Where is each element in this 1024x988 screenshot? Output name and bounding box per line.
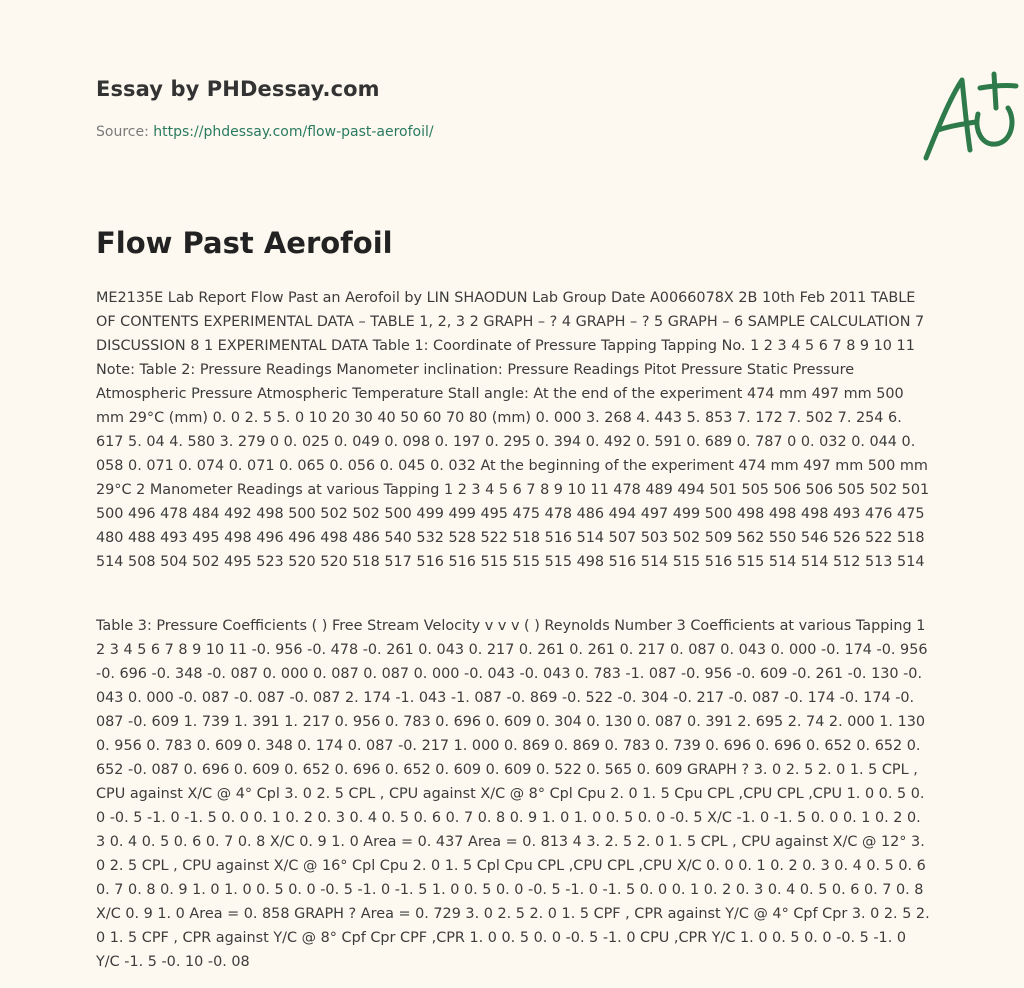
source-line	[96, 124, 434, 140]
site-brand: Essay by PHDessay.com	[96, 77, 380, 101]
article-paragraph-2: Table 3: Pressure Coefficients ( ) Free Stream Velocity v v v ( ) Reynolds Number 3 Coefficients at various Tapping 1 2 3 4 5 6 7 8 9 10 11 -0. 956 -0. 478 -0. 261 0. 043 0. 217 0. 261 0. 261 0. 217 0. 087 0. 043 0. 000 -0. 174 -0. 956 -0. 696 -0. 348 -0. 087 0. 000 0. 087 0. 087 0. 000 -0. 043 -0. 043 0. 783 -1. 087 -0. 956 -0. 609 -0. 261 -0. 130 -0. 043 0. 000 -0. 087 -0. 087 -0. 087 2. 174 -1. 043 -1. 087 -0. 869 -0. 522 -0. 304 -0. 217 -0. 087 -0. 174 -0. 174 -0. 087 -0. 609 1. 739 1. 391 1. 217 0. 956 0. 783 0. 696 0. 609 0. 304 0. 130 0. 087 0. 391 2. 695 2. 74 2. 000 1. 130 0. 956 0. 783 0. 609 0. 348 0. 174 0. 087 -0. 217 1. 000 0. 869 0. 869 0. 783 0. 739 0. 696 0. 696 0. 652 0. 652 0. 652 -0. 087 0. 696 0. 609 0. 652 0. 696 0. 652 0. 609 0. 609 0. 522 0. 565 0. 609 GRAPH ? 3. 0 2. 5 2. 0 1. 5 CPL , CPU against X/C @ 4° Cpl 3. 0 2. 5 CPL , CPU against X/C @ 8° Cpl Cpu 2. 0 1. 5 Cpu CPL ,CPU CPL ,CPU 1. 0 0. 5 0. 0 -0. 5 -1. 0 -1. 5 0. 0 0. 1 0. 2 0. 3 0. 4 0. 5 0. 6 0. 7 0. 8 0. 9 1. 0 1. 0 0. 5 0. 0 -0. 5 X/C -1. 0 -1. 5 0. 0 0. 1 0. 2 0. 3 0. 4 0. 5 0. 6 0. 7 0. 8 X/C 0. 9 1. 0 Area = 0. 437 Area = 0. 813 4 3. 2. 5 2. 0 1. 5 CPL , CPU against X/C @ 12° 3. 0 2. 5 CPL , CPU against X/C @ 16° Cpl Cpu 2. 0 1. 5 Cpl Cpu CPL ,CPU CPL ,CPU X/C 0. 0 0. 1 0. 2 0. 3 0. 4 0. 5 0. 6 0. 7 0. 8 0. 9 1. 0 1. 0 0. 5 0. 0 -0. 5 -1. 0 -1. 5 1. 0 0. 5 0. 0 -0. 5 -1. 0 -1. 5 0. 0 0. 1 0. 2 0. 3 0. 4 0. 5 0. 6 0. 7 0. 8 X/C 0. 9 1. 0 Area = 0. 858 GRAPH ? Area = 0. 729 3. 0 2. 5 2. 0 1. 5 CPF , CPR against Y/C @ 4° Cpf Cpr 3. 0 2. 5 2. 0 1. 5 CPF , CPR against Y/C @ 8° Cpf Cpr CPF ,CPR 1. 0 0. 5 0. 0 -0. 5 -1. 0 CPU ,CPR Y/C 1. 0 0. 5 0. 0 -0. 5 -1. 0 Y/C -1. 5 -0. 10 -0. 08	[96, 618, 930, 970]
source-label: Source:	[96, 124, 154, 140]
article-paragraph-1: ME2135E Lab Report Flow Past an Aerofoil by LIN SHAODUN Lab Group Date A0066078X 2B 10th Feb 2011 TABLE OF CONTENTS EXPERIMENTAL DATA – TABLE 1, 2, 3 2 GRAPH – ? 4 GRAPH – ? 5 GRAPH – 6 SAMPLE CALCULATION 7 DISCUSSION 8 1 EXPERIMENTAL DATA Table 1: Coordinate of Pressure Tapping Tapping No. 1 2 3 4 5 6 7 8 9 10 11 Note: Table 2: Pressure Readings Manometer inclination: Pressure Readings Pitot Pressure Static Pressure Atmospheric Pressure Atmospheric Temperature Stall angle: At the end of the experiment 474 mm 497 mm 500 mm 29°C (mm) 0. 0 2. 5 5. 0 10 20 30 40 50 60 70 80 (mm) 0. 000 3. 268 4. 443 5. 853 7. 172 7. 502 7. 254 6. 617 5. 04 4. 580 3. 279 0 0. 025 0. 049 0. 098 0. 197 0. 295 0. 394 0. 492 0. 591 0. 689 0. 787 0 0. 032 0. 044 0. 058 0. 071 0. 074 0. 071 0. 065 0. 056 0. 045 0. 032 At the beginning of the experiment 474 mm 497 mm 500 mm 29°C 2 Manometer Readings at various Tapping 1 2 3 4 5 6 7 8 9 10 11 478 489 494 501 505 506 506 505 502 501 500 496 478 484 492 498 500 502 502 500 499 499 495 475 478 486 494 497 499 500 498 498 498 493 476 475 480 488 493 495 498 496 496 498 486 540 532 528 522 518 516 514 507 503 502 509 562 550 546 526 522 518 514 508 504 502 495 523 520 520 518 517 516 516 515 515 515 498 516 514 515 516 515 514 514 512 513 514	[96, 290, 930, 570]
a-plus-logo-icon	[916, 68, 1024, 164]
source-link[interactable]: https://phdessay.com/flow-past-aerofoil/	[153, 124, 434, 140]
article-title: Flow Past Aerofoil	[96, 226, 393, 260]
